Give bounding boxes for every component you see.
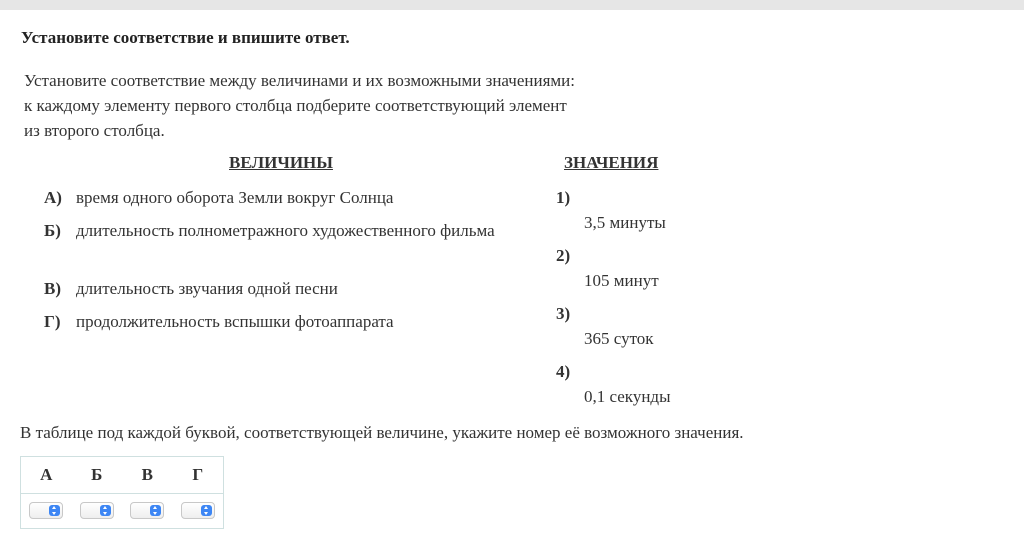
value-number-1: 1) (556, 188, 571, 207)
quantity-text: длительность полнометражного художественного фильма (76, 221, 495, 240)
value-number-2: 2) (556, 246, 571, 265)
intro-line: из второго столбца. (24, 121, 165, 140)
quantity-item-a (44, 188, 393, 208)
intro-line: к каждому элементу первого столбца подберите соответствующий элемент (24, 96, 567, 115)
answer-table (20, 456, 224, 529)
quantity-letter: Б) (44, 221, 61, 240)
answer-select-b[interactable] (80, 502, 114, 519)
value-text-1: 3,5 минуты (584, 213, 666, 232)
answer-table-select-row (21, 494, 223, 530)
quantity-text: длительность звучания одной песни (76, 279, 338, 298)
quantity-text: продолжительность вспышки фотоаппарата (76, 312, 394, 331)
answer-cell-b (72, 500, 123, 524)
answer-header-a: А (40, 465, 53, 484)
top-bar (0, 0, 1024, 10)
quantity-text: время одного оборота Земли вокруг Солнца (76, 188, 394, 207)
task-intro (24, 68, 644, 143)
select-arrows-icon (201, 505, 212, 516)
answer-instruction: В таблице под каждой буквой, соответствующей величине, укажите номер её возможного значения. (20, 423, 744, 442)
answer-cell-a (21, 500, 72, 524)
value-text-2: 105 минут (584, 271, 659, 290)
quantity-letter: В) (44, 279, 61, 298)
quantity-letter: Г) (44, 312, 61, 331)
answer-select-a[interactable] (29, 502, 63, 519)
select-arrows-icon (150, 505, 161, 516)
quantity-item-b (44, 221, 495, 241)
quantity-item-v (44, 279, 338, 299)
value-text-4: 0,1 секунды (584, 387, 671, 406)
intro-line: Установите соответствие между величинами и их возможными значениями: (24, 71, 575, 90)
answer-cell-v (122, 500, 173, 524)
answer-cell-g (173, 500, 224, 524)
quantity-letter: А) (44, 188, 62, 207)
answer-table-header (21, 457, 223, 494)
quantity-item-g (44, 312, 394, 332)
answer-header-b: Б (91, 465, 103, 484)
value-number-3: 3) (556, 304, 571, 323)
select-arrows-icon (49, 505, 60, 516)
answer-select-v[interactable] (130, 502, 164, 519)
value-text-3: 365 суток (584, 329, 654, 348)
answer-header-g: Г (192, 465, 204, 484)
task-title: Установите соответствие и впишите ответ. (21, 28, 350, 47)
quantities-column-header: ВЕЛИЧИНЫ (229, 153, 333, 172)
answer-header-v: В (141, 465, 153, 484)
select-arrows-icon (100, 505, 111, 516)
answer-select-g[interactable] (181, 502, 215, 519)
value-number-4: 4) (556, 362, 571, 381)
values-column-header: ЗНАЧЕНИЯ (564, 153, 659, 172)
